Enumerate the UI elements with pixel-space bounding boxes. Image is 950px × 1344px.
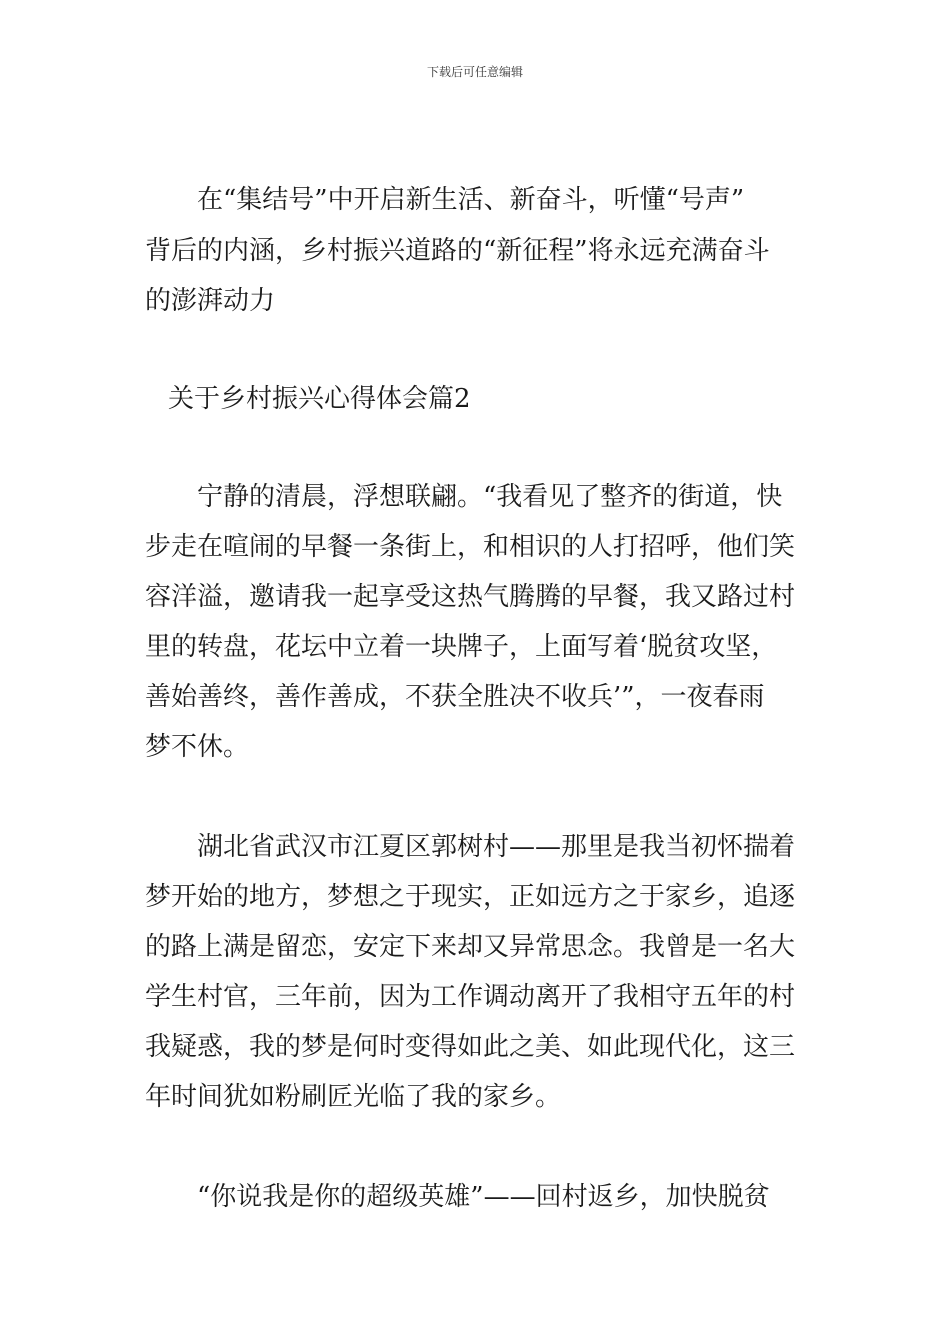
- paragraph-1-line-1: 在“集结号”中开启新生活、新奋斗，听懂“号声”: [197, 185, 745, 215]
- paragraph-5-line-1: “你说我是你的超级英雄”——回村返乡，加快脱贫: [197, 1182, 770, 1212]
- paragraph-3-line-2: 步走在喧闹的早餐一条街上，和相识的人打招呼，他们笑: [145, 532, 796, 562]
- section-title: 关于乡村振兴心得体会篇2: [168, 384, 471, 414]
- paragraph-4-line-5: 我疑惑，我的梦是何时变得如此之美、如此现代化，这三: [145, 1032, 796, 1062]
- paragraph-4-line-6: 年时间犹如粉刷匠光临了我的家乡。: [145, 1082, 562, 1112]
- paragraph-4-line-2: 梦开始的地方，梦想之于现实，正如远方之于家乡，追逐: [145, 882, 796, 912]
- paragraph-4-line-3: 的路上满是留恋，安定下来却又异常思念。我曾是一名大: [145, 932, 796, 962]
- paragraph-3-line-4: 里的转盘，花坛中立着一块牌子，上面写着‘脱贫攻坚，: [145, 632, 778, 662]
- paragraph-4-line-4: 学生村官，三年前，因为工作调动离开了我相守五年的村: [145, 982, 796, 1012]
- paragraph-3-line-6: 梦不休。: [145, 732, 250, 762]
- header-note: 下载后可任意编辑: [426, 65, 523, 79]
- paragraph-1-line-3: 的澎湃动力: [145, 286, 276, 316]
- paragraph-4-line-1: 湖北省武汉市江夏区郭树村——那里是我当初怀揣着: [197, 832, 796, 862]
- paragraph-3-line-3: 容洋溢，邀请我一起享受这热气腾腾的早餐，我又路过村: [145, 582, 796, 612]
- paragraph-3-line-1: 宁静的清晨，浮想联翩。“我看见了整齐的街道，快: [197, 482, 783, 512]
- paragraph-1-line-2: 背后的内涵，乡村振兴道路的“新征程”将永远充满奋斗: [145, 236, 770, 266]
- paragraph-3-line-5: 善始善终，善作善成，不获全胜决不收兵’”，一夜春雨: [145, 682, 765, 712]
